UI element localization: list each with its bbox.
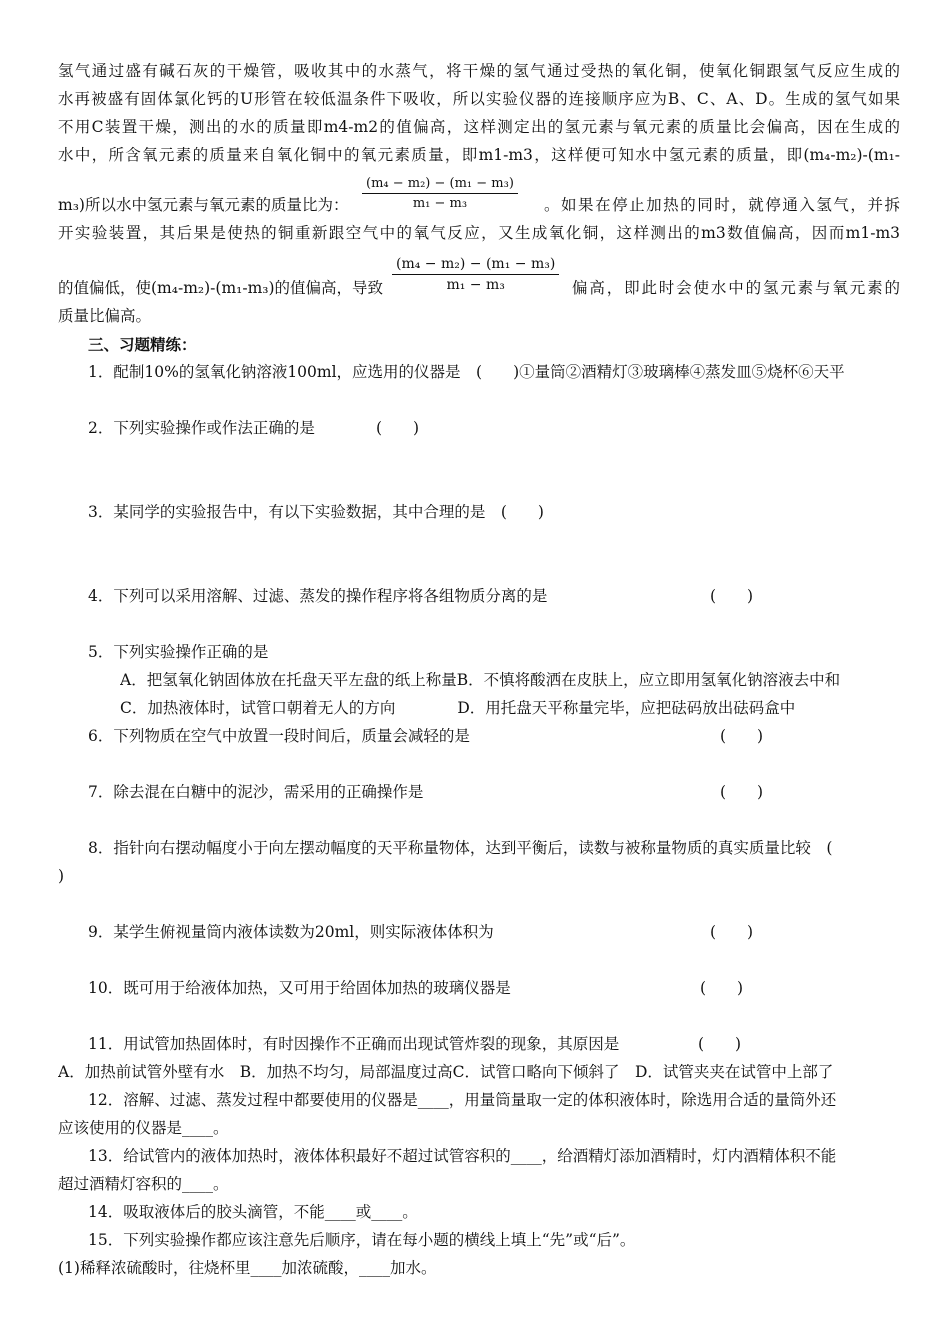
question-stem: 15．下列实验操作都应该注意先后顺序，请在每小题的横线上填上“先”或“后”。 (88, 1231, 636, 1249)
question-stem (88, 586, 900, 606)
question-stem: 13．给试管内的液体加热时，液体体积最好不超过试管容积的____，给酒精灯添加酒精时，灯内酒精体积不能 (88, 1147, 837, 1165)
section-title: 三、习题精练： (88, 335, 197, 354)
fraction-denominator: m₁ − m₃ (446, 277, 505, 293)
question-stem-cont: 应该使用的仪器是____。 (58, 1119, 229, 1137)
answer-blank: ( ) (710, 587, 754, 605)
fraction (362, 176, 518, 211)
answer-blank: ( ) (720, 727, 764, 745)
question-text: 10．既可用于给液体加热，又可用于给固体加热的玻璃仪器是 (88, 979, 511, 997)
paragraph-line: 氢气通过盛有碱石灰的干燥管，吸收其中的水蒸气，将干燥的氢气通过受热的氧化铜，使氧化铜跟氢气反应生成的 (58, 62, 900, 80)
fraction-numerator: (m₄ − m₂) − (m₁ − m₃) (362, 176, 518, 194)
paragraph-line: 偏高，即此时会使水中的氢元素与氧元素的 (572, 279, 900, 297)
paragraph-line: 质量比偏高。 (58, 307, 152, 325)
paragraph-line: m₃)所以水中氢元素与氧元素的质量比为： (58, 196, 349, 214)
answer-blank: ( ) (700, 979, 744, 997)
paragraph-line: 的值偏低，使(m₄-m₂)-(m₁-m₃)的值偏高，导致 (58, 279, 384, 297)
question-text: 2．下列实验操作或作法正确的是 (88, 419, 315, 437)
question-stem-cont: 超过酒精灯容积的____。 (58, 1175, 229, 1193)
question-stem: 12．溶解、过滤、蒸发过程中都要使用的仪器是____，用量筒量取一定的体积液体时，除选用合适的量筒外还 (88, 1091, 837, 1109)
question-stem: 8．指针向右摆动幅度小于向左摆动幅度的天平称量物体，达到平衡后，读数与被称量物质的真实质量比较 ( (88, 839, 833, 857)
answer-blank: ( ) (698, 1035, 742, 1053)
question-stem (88, 922, 900, 942)
paragraph-line: 水中，所含氧元素的质量来自氧化铜中的氧元素质量，即m1-m3，这样便可知水中氢元素的质量，即(m₄-m₂)-(m₁- (58, 146, 900, 164)
question-stem (88, 978, 900, 998)
question-stem (88, 782, 900, 802)
question-text: 6．下列物质在空气中放置一段时间后，质量会减轻的是 (88, 727, 470, 745)
options-row: C．加热液体时，试管口朝着无人的方向 D．用托盘天平称量完毕，应把砝码放出砝码盒中 (120, 699, 796, 717)
question-text: 4．下列可以采用溶解、过滤、蒸发的操作程序将各组物质分离的是 (88, 587, 548, 605)
question-text: 9．某学生俯视量筒内液体读数为20ml，则实际液体体积为 (88, 923, 494, 941)
fraction-numerator: (m₄ − m₂) − (m₁ − m₃) (392, 256, 559, 275)
question-stem (88, 726, 900, 746)
options-row: A．加热前试管外壁有水 B．加热不均匀，局部温度过高C．试管口略向下倾斜了 D．试管夹夹在试管中上部了 (58, 1063, 834, 1081)
question-stem: 14．吸取液体后的胶头滴管，不能____或____。 (88, 1203, 418, 1221)
question-stem (88, 418, 900, 438)
question-text: 7．除去混在白糖中的泥沙，需采用的正确操作是 (88, 783, 424, 801)
question-subitem: (1)稀释浓硫酸时，往烧杯里____加浓硫酸，____加水。 (58, 1259, 437, 1277)
options-row: A．把氢氧化钠固体放在托盘天平左盘的纸上称量B．不慎将酸洒在皮肤上，应立即用氢氧化钠溶液去中和 (120, 671, 841, 689)
paragraph-line: 开实验装置，其后果是使热的铜重新跟空气中的氧气反应，又生成氧化铜，这样测出的m3数值偏高，因而m1-m3 (58, 224, 900, 242)
paragraph-line: 水再被盛有固体氯化钙的U形管在较低温条件下吸收，所以实验仪器的连接顺序应为B、C、A、D。生成的氢气如果 (58, 90, 900, 108)
answer-blank: ( ) (710, 923, 754, 941)
paragraph-line: 不用C装置干燥，测出的水的质量即m4-m2的值偏高，这样测定出的氢元素与氧元素的质量比会偏高，因在生成的 (58, 118, 900, 136)
fraction-denominator: m₁ − m₃ (412, 196, 468, 211)
question-stem (88, 1034, 900, 1054)
question-text: 11．用试管加热固体时，有时因操作不正确而出现试管炸裂的现象，其原因是 (88, 1035, 620, 1053)
fraction (392, 256, 559, 293)
answer-blank: ( ) (720, 783, 764, 801)
question-stem: 3．某同学的实验报告中，有以下实验数据，其中合理的是 ( ) (88, 503, 544, 521)
paragraph-line: 。如果在停止加热的同时，就停通入氢气，并拆 (544, 196, 900, 214)
answer-blank: ( ) (376, 419, 420, 437)
question-stem-cont: ) (58, 867, 65, 885)
question-stem: 5．下列实验操作正确的是 (88, 643, 269, 661)
question-stem: 1．配制10%的氢氧化钠溶液100ml，应选用的仪器是 ( )①量筒②酒精灯③玻璃棒④蒸发皿⑤烧杯⑥天平 (88, 363, 845, 381)
